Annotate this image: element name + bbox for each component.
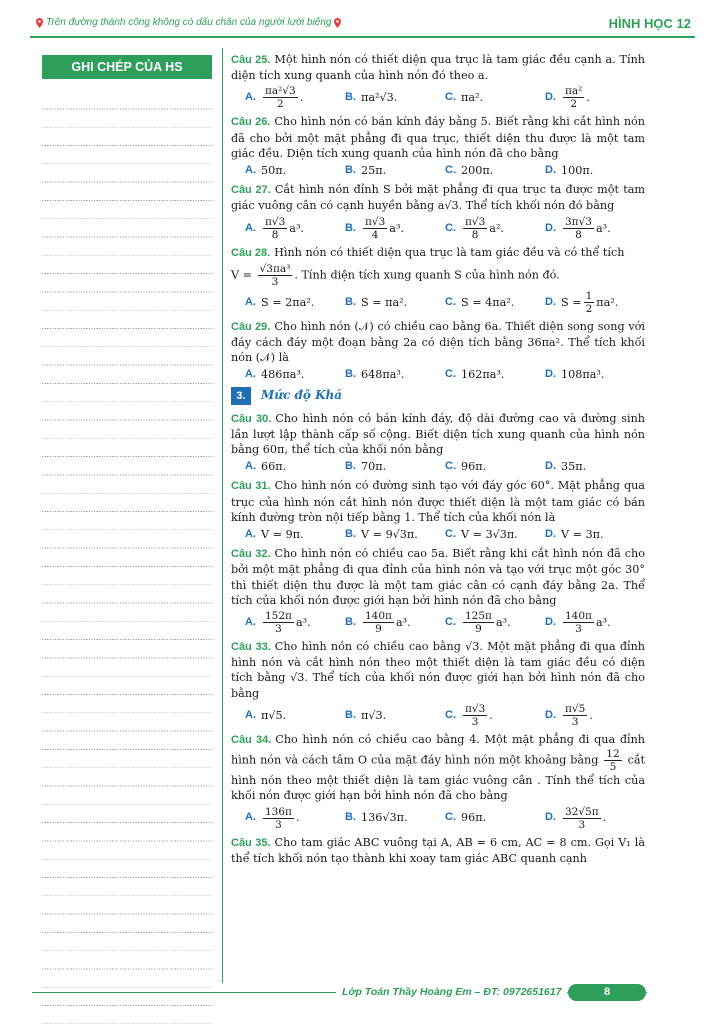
footer-text: Lớp Toán Thầy Hoàng Em – ĐT: 0972651617 <box>336 986 567 998</box>
fraction: $\frac{\text{πa²√3}}{2}$ <box>265 85 296 111</box>
question-label: Câu 35. <box>231 836 271 849</box>
option-c[interactable]: C. 96π. <box>445 460 487 474</box>
question-31 <box>231 478 645 542</box>
fraction: $\frac{3\pi√3}{8}$ <box>565 215 592 241</box>
fraction: $\frac{\text{√3πa³}}{3}$ <box>259 262 291 288</box>
option-c[interactable]: C. $\frac{\pi√3}{3}$ . <box>445 702 493 728</box>
section-number: 3. <box>231 387 251 405</box>
answer-options <box>245 367 645 382</box>
answer-options <box>245 290 645 315</box>
option-d[interactable]: D. $\frac{32√5\pi}{3}$ . <box>545 805 607 831</box>
question-34 <box>231 732 645 831</box>
option-a[interactable]: A. V = 9π. <box>245 528 304 542</box>
question-label: Câu 34. <box>231 733 272 746</box>
option-d[interactable]: D. $\frac{\pi√5}{3}$ . <box>545 702 593 728</box>
question-label: Câu 31. <box>231 480 271 493</box>
option-a[interactable]: A. S = 2πa². <box>245 295 315 309</box>
option-b[interactable]: B. 136√3π. <box>345 811 408 825</box>
section-heading <box>231 387 645 405</box>
question-35 <box>231 835 645 866</box>
column-divider <box>222 48 223 983</box>
option-b[interactable]: B. 648πa³. <box>345 368 405 382</box>
option-d[interactable]: D. S = $\frac{1}{2}$ πa². <box>545 289 619 315</box>
option-b[interactable]: B. V = 9√3π. <box>345 528 418 542</box>
option-c[interactable]: C. $\frac{\pi√3}{8}$ a². <box>445 215 504 241</box>
question-28 <box>231 245 645 315</box>
option-c[interactable]: C. 96π. <box>445 811 487 825</box>
fraction: $\frac{\pi√3}{4}$ <box>365 215 386 241</box>
question-label: Câu 28. <box>231 246 271 259</box>
answer-options <box>245 703 645 728</box>
question-label: Câu 30. <box>231 412 272 425</box>
header-slogan <box>36 17 341 28</box>
option-b[interactable]: B. $\frac{140\pi}{9}$ a³. <box>345 610 411 636</box>
fraction: $\frac{\pi√3}{8}$ <box>265 215 286 241</box>
answer-options <box>245 216 645 241</box>
option-a[interactable]: A. π√5. <box>245 708 287 722</box>
question-text: Cắt hình nón đỉnh S bởi mặt phẳng đi qua trục ta được một tam giác vuông cân có cạnh huyền bằng a√3. Thể tích khối nón đó bằng <box>231 183 645 213</box>
question-text: Cho hình nón có chiều cao bằng √3. Một mặt phẳng đi qua đỉnh hình nón và cắt hình nón theo một thiết diện là tam giác đều có diện tích bằng √3. Thể tích của khối nón được giới hạn bởi hình nón đã cho bằng <box>231 640 645 700</box>
question-text: Cho hình nón (𝒩) có chiều cao bằng 6a. Thiết diện song song với đáy cách đáy một đoạn bằng 2a có diện tích bằng 36πa². Thể tích khối nón (𝒩) là <box>231 319 645 365</box>
question-text: Cho hình nón có bán kính đáy, độ dài đường cao và đường sinh lần lượt lập thành cấp số cộng. Biết diện tích xung quanh của hình nón bằng 60π, thể tích của khối nón bằng <box>231 411 645 457</box>
option-b[interactable]: B. S = πa². <box>345 295 408 309</box>
option-a[interactable]: A. 486πa³. <box>245 368 305 382</box>
question-label: Câu 29. <box>231 320 271 333</box>
option-d[interactable]: D. 108πa³. <box>545 368 605 382</box>
option-d[interactable]: D. V = 3π. <box>545 528 604 542</box>
question-25 <box>231 52 645 110</box>
option-b[interactable]: B. 70π. <box>345 460 387 474</box>
answer-options <box>245 610 645 635</box>
fraction: $\frac{\pi√3}{3}$ <box>465 702 486 728</box>
option-b[interactable]: B. 25π. <box>345 164 387 178</box>
question-27 <box>231 182 645 240</box>
notes-title: GHI CHÉP CỦA HS <box>42 55 212 79</box>
option-b[interactable]: B. πa²√3. <box>345 91 398 105</box>
question-text: Một hình nón có thiết diện qua trục là tam giác đều cạnh a. Tính diện tích xung quanh của hình nón đó theo a. <box>231 53 645 83</box>
option-b[interactable]: B. π√3. <box>345 708 387 722</box>
option-d[interactable]: D. 35π. <box>545 460 587 474</box>
option-c[interactable]: C. 200π. <box>445 164 494 178</box>
option-a[interactable]: A. $\frac{152\pi}{3}$ a³. <box>245 610 311 636</box>
notes-sidebar <box>42 55 212 79</box>
option-a[interactable]: A. $\frac{\pi√3}{8}$ a³. <box>245 215 304 241</box>
page-footer <box>0 983 725 1003</box>
question-list <box>231 52 645 870</box>
volume-formula: V = $\frac{\text{√3πa³}}{3}$ . Tính diện tích xung quanh S của hình nón đó. <box>231 262 560 288</box>
question-text: Cho tam giác ABC vuông tại A, AB = 6 cm, AC = 8 cm. Gọi V₁ là thể tích khối nón tạo thành khi xoay tam giác ABC quanh cạnh <box>231 835 645 865</box>
question-33 <box>231 639 645 728</box>
page-number: 8 <box>568 984 646 1001</box>
question-text: Cho hình nón có chiều cao bằng 4. Một mặt phẳng đi qua đỉnh hình nón và cách tâm O của mặt đáy hình nón một khoảng bằng <box>231 732 645 767</box>
notes-dotted-lines <box>42 91 212 1024</box>
question-label: Câu 32. <box>231 548 271 561</box>
option-a[interactable]: A. 50π. <box>245 164 287 178</box>
fraction: $\frac{125\pi}{9}$ <box>465 610 492 636</box>
answer-options <box>245 527 645 542</box>
location-pin-icon <box>36 18 43 28</box>
question-label: Câu 33. <box>231 641 271 654</box>
answer-options <box>245 163 645 178</box>
option-c[interactable]: C. V = 3√3π. <box>445 528 518 542</box>
question-text: Cho hình nón có chiều cao 5a. Biết rằng khi cắt hình nón đã cho bởi một mặt phẳng đi qua đỉnh của hình nón và tạo với trục một góc 30° thì thiết diện thu được là một tam giác cân có cạnh đáy bằng 2a. Thể tích của khối nón được giới hạn bởi hình nón đã cho bằng <box>231 547 645 607</box>
option-d[interactable]: D. 100π. <box>545 164 594 178</box>
fraction: $\frac{12}{5}$ <box>606 748 620 774</box>
option-a[interactable]: A. $\frac{\text{πa²√3}}{2}$ . <box>245 85 304 111</box>
option-c[interactable]: C. 162πa³. <box>445 368 505 382</box>
subject-title: HÌNH HỌC 12 <box>608 16 691 31</box>
option-c[interactable]: C. S = 4πa². <box>445 295 515 309</box>
option-d[interactable]: D. $\frac{140\pi}{3}$ a³. <box>545 610 611 636</box>
page-header <box>0 0 725 42</box>
question-text: Hình nón có thiết diện qua trục là tam giác đều và có thể tích <box>274 245 625 259</box>
answer-options <box>245 85 645 110</box>
fraction: $\frac{140\pi}{9}$ <box>365 610 392 636</box>
question-label: Câu 26. <box>231 116 271 129</box>
option-d[interactable]: D. $\frac{\text{πa²}}{2}$ . <box>545 85 590 111</box>
option-c[interactable]: C. πa². <box>445 91 484 105</box>
location-pin-icon <box>334 18 341 28</box>
slogan-text: Trên đường thành công không có dấu chân của người lười biếng <box>46 17 332 28</box>
option-d[interactable]: D. $\frac{3\pi√3}{8}$ a³. <box>545 215 611 241</box>
answer-options <box>245 459 645 474</box>
fraction: $\frac{152\pi}{3}$ <box>265 610 292 636</box>
question-29 <box>231 319 645 383</box>
option-a[interactable]: A. 66π. <box>245 460 287 474</box>
header-divider <box>30 36 695 38</box>
question-32 <box>231 546 645 635</box>
option-c[interactable]: C. $\frac{125\pi}{9}$ a³. <box>445 610 511 636</box>
fraction: $\frac{\pi√5}{3}$ <box>565 702 586 728</box>
answer-options <box>245 806 645 831</box>
fraction: $\frac{32√5\pi}{3}$ <box>565 805 599 831</box>
question-label: Câu 25. <box>231 54 271 66</box>
fraction: $\frac{136\pi}{3}$ <box>265 805 292 831</box>
section-title: Mức độ Khá <box>261 388 342 403</box>
fraction: $\frac{\text{πa²}}{2}$ <box>565 85 583 111</box>
fraction: $\frac{140\pi}{3}$ <box>565 610 592 636</box>
question-30 <box>231 411 645 475</box>
question-label: Câu 27. <box>231 184 271 197</box>
question-26 <box>231 114 645 178</box>
question-text: Cho hình nón có đường sinh tạo với đáy góc 60°. Mặt phẳng qua trục của hình nón cắt hình nón được thiết diện là một tam giác có bán kính đường tròn nội tiếp bằng 1. Thể tích của khối nón là <box>231 479 645 524</box>
option-b[interactable]: B. $\frac{\pi√3}{4}$ a³. <box>345 215 404 241</box>
question-text: Cho hình nón có bán kính đáy bằng 5. Biết rằng khi cắt hình nón đã cho bởi một mặt phẳng đi qua trục, thiết diện thu được là một tam giác đều. Diện tích xung quanh của hình nón đã cho bằng <box>231 115 645 160</box>
question-text-tail: cắt hình nón theo một thiết diện là tam giác vuông cân . Tính thể tích của khối nón được giới hạn bởi hình nón đã cho bằng <box>231 753 645 803</box>
fraction: $\frac{\pi√3}{8}$ <box>465 215 486 241</box>
option-a[interactable]: A. $\frac{136\pi}{3}$ . <box>245 805 300 831</box>
fraction: $\frac{1}{2}$ <box>585 289 593 315</box>
